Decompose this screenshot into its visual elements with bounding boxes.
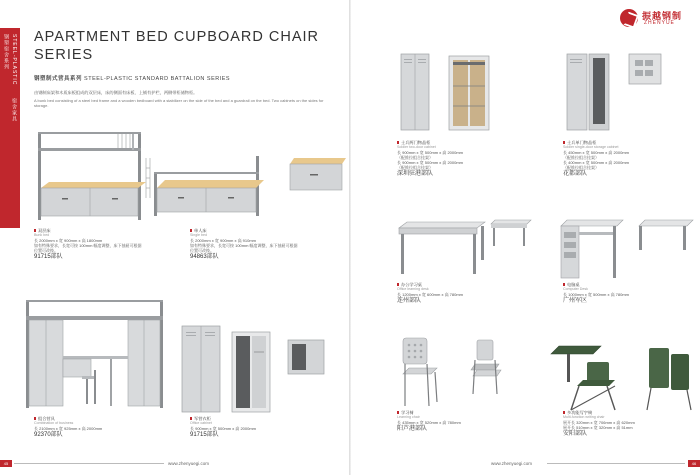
item-unit: 广州军区 xyxy=(563,298,588,304)
page-subtitle xyxy=(34,74,230,82)
website: www.zhenyuegi.com xyxy=(491,461,533,466)
item-spec: 长 1000mm x 宽 500mm x 高 780mm xyxy=(563,292,630,297)
footer-line xyxy=(14,463,164,464)
strip-text-a: 钢塑宿舍系列 xyxy=(3,34,9,70)
right-page xyxy=(351,0,700,475)
item-unit: 91715部队 xyxy=(34,254,63,260)
item-name-en: Single bed xyxy=(190,233,207,237)
item-writing-chair xyxy=(563,410,693,437)
item-name-en: Office learning desk xyxy=(397,287,429,291)
item-spec: 长 2000mm x 宽 900mm x 高 1800mm xyxy=(34,238,103,243)
item-combination xyxy=(34,416,144,438)
item-unit: 91715部队 xyxy=(190,432,219,438)
item-name: 多功能写字椅 xyxy=(563,410,693,415)
item-name: 办公学习桌 xyxy=(397,282,517,287)
item-name-en: Multi-function writing chair xyxy=(563,415,605,419)
item-learning-chair xyxy=(397,410,517,432)
item-name: 士兵单门物品柜 xyxy=(563,140,683,145)
item-office-cabinet xyxy=(190,416,300,438)
strip-text-b: STEEL-PLASTIC xyxy=(11,34,17,86)
series-strip xyxy=(0,28,20,228)
left-page xyxy=(0,0,349,475)
logo-en: ZHENYUE xyxy=(644,20,675,26)
footer-line xyxy=(547,463,685,464)
item-name-en: Combination of business xyxy=(34,421,74,425)
item-spec: 长 400mm x 宽 500mm x 高 2000mm xyxy=(563,160,630,165)
item-unit: 阳芦港部队 xyxy=(397,426,428,432)
item-name: 士兵两门物品柜 xyxy=(397,140,517,145)
item-name: 组合营具 xyxy=(34,416,144,421)
logo-cn: 振越钢制 xyxy=(642,11,683,21)
subtitle-en: STEEL-PLASTIC STANDARD BATTALION SERIES xyxy=(84,76,231,82)
item-unit: 花都部队 xyxy=(563,171,588,177)
item-spec-note: （配推拉组合挂架） xyxy=(563,165,599,170)
item-spec: 长 900mm x 宽 500mm x 高 2000mm xyxy=(190,426,257,431)
page-number: 45 xyxy=(0,460,12,467)
single-bed-image xyxy=(150,150,270,220)
item-spec: 展开长 320mm x 宽 706mm x 高 620mm xyxy=(563,420,635,425)
item-bunk-bed xyxy=(34,228,144,260)
intro-cn: 由钢制床架和木质床板组成的双层床，床的侧面有床板、上铺有护栏，两侧带柜储物柜。 xyxy=(34,90,198,95)
item-note: 如有特殊要求，长宽可按 100mm 幅度调整，床下抽屉可根据位置可改换。 xyxy=(190,243,298,253)
item-note: 如有特殊要求，长宽可按 100mm 幅度调整，床下抽屉可根据位置可改换。 xyxy=(34,243,142,253)
item-name: 双层床 xyxy=(34,228,144,233)
page-number: 46 xyxy=(688,460,700,467)
single-door-cabinet-image xyxy=(563,50,673,134)
item-name-en: Soldier two-door cabinet xyxy=(397,145,436,149)
page-title: APARTMENT BED CUPBOARD CHAIR SERIES xyxy=(34,29,320,63)
computer-desk-image xyxy=(557,212,697,282)
brand-logo xyxy=(620,8,690,28)
intro-en: A bunk bed consisting of a steel bed frame and a wooden bedboard with a stabilizer on the side of the bed and a guardrail on the bed. Two cabinets on the sides for storage. xyxy=(34,98,324,108)
item-spec: 展开长 510mm x 宽 320mm x 高 51mm xyxy=(563,425,633,430)
two-door-cabinet-image xyxy=(397,50,497,134)
website: www.zhenyuegi.com xyxy=(168,461,210,466)
item-spec: 长 900mm x 宽 500mm x 高 2000mm xyxy=(397,160,464,165)
item-spec: 长 450mm x 宽 500mm x 高 2000mm xyxy=(563,150,630,155)
cabinet-drawer-image xyxy=(286,336,326,380)
item-name-en: Computer Desk xyxy=(563,287,588,291)
item-name-en: Office cabinet xyxy=(190,421,212,425)
item-computer-desk xyxy=(563,282,683,304)
strip-text-c: 宿舍家具 xyxy=(11,98,17,122)
item-name-en: Bunk bed xyxy=(34,233,50,237)
item-spec-note: （配推拉组合挂架） xyxy=(563,155,599,160)
item-unit: 94863部队 xyxy=(190,254,219,260)
item-spec: 长 2000mm x 宽 900mm x 高 910mm xyxy=(190,238,257,243)
item-single-bed xyxy=(190,228,300,260)
bunk-bed-image xyxy=(34,128,154,224)
item-unit: 深圳驻港部队 xyxy=(397,171,434,177)
subtitle-cn: 钢塑制式营具系列 xyxy=(34,76,83,82)
logo-mark-icon xyxy=(620,9,638,27)
combination-loft-image xyxy=(22,296,172,410)
item-name-en: Soldier single-door storage cabinet xyxy=(563,145,619,149)
item-name-en: Learning chair xyxy=(397,415,420,419)
learning-chair-image xyxy=(397,336,507,408)
item-name: 学习椅 xyxy=(397,410,517,415)
writing-chair-image xyxy=(547,340,697,412)
bed-drawer-image xyxy=(288,154,348,194)
office-cabinet-image xyxy=(178,322,278,414)
item-single-door-cabinet xyxy=(563,140,683,177)
item-spec: 长 435mm x 宽 520mm x 高 780mm xyxy=(397,420,461,425)
office-desk-image xyxy=(395,214,535,278)
item-name: 军营衣柜 xyxy=(190,416,300,421)
item-two-door-cabinet xyxy=(397,140,517,177)
item-spec: 长 1200mm x 宽 600mm x 高 780mm xyxy=(397,292,464,297)
item-name: 单人床 xyxy=(190,228,300,233)
item-unit: 连州部队 xyxy=(397,298,422,304)
item-spec: 长 2100mm x 宽 925mm x 高 2000mm xyxy=(34,426,103,431)
item-office-desk xyxy=(397,282,517,304)
item-unit: 安阳部队 xyxy=(563,431,588,437)
item-spec-note: （配推拉组合挂架） xyxy=(397,155,433,160)
item-spec: 长 900mm x 宽 500mm x 高 2000mm xyxy=(397,150,464,155)
item-spec-note: （配推拉组合挂架） xyxy=(397,165,433,170)
item-name: 电脑桌 xyxy=(563,282,683,287)
item-unit: 92370部队 xyxy=(34,432,63,438)
